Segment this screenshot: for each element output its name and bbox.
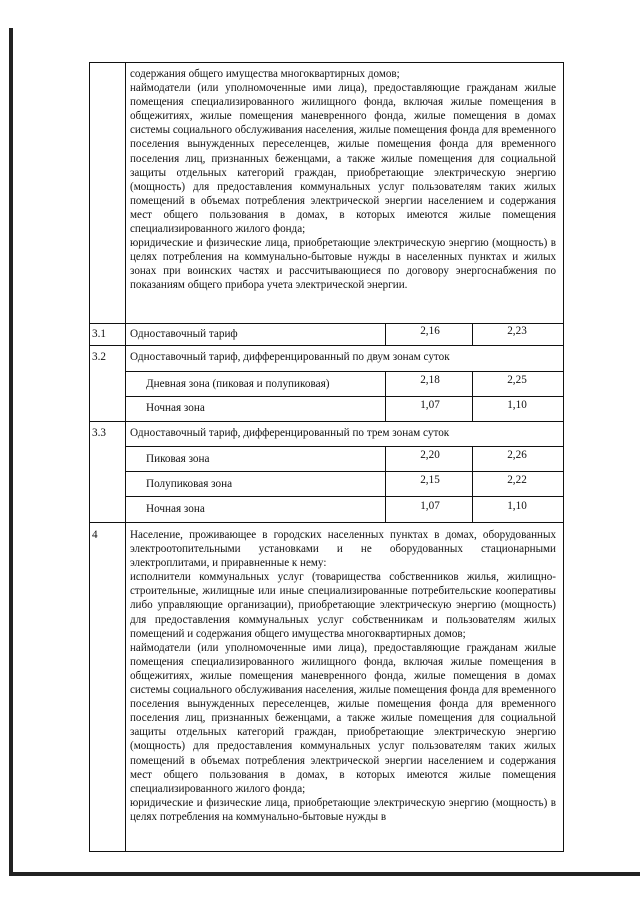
paragraph: юридические и физические лица, приобретающие электрическую энергию (мощность) в целях потребления на коммунально-бытовые нужды в: [130, 796, 556, 823]
row-divider: [125, 496, 564, 497]
tariff-value-2: 1,10: [507, 500, 527, 512]
zone-label: Ночная зона: [146, 402, 205, 414]
scan-edge-left: [9, 28, 13, 874]
tariff-value-2: 2,23: [507, 325, 527, 337]
tariff-value-1: 2,16: [420, 325, 440, 337]
continued-text-block: [130, 67, 556, 293]
tariff-value-2: 2,22: [507, 474, 527, 486]
tariff-value-1: 1,07: [420, 500, 440, 512]
scan-edge-bottom: [9, 872, 640, 876]
row-divider: [89, 323, 564, 324]
zone-label: Полупиковая зона: [146, 478, 233, 490]
row-number: 3.1: [92, 328, 106, 340]
row-divider: [125, 371, 564, 372]
paragraph: наймодатели (или уполномоченные ими лица), предоставляющие гражданам жилые помещения специализированного жилищного фонда, включая жилые помещения в общежитиях, жилые помещения маневренного фонда, жилые помещения в домах системы социального обслуживания населения, жилые помещения фонда для временного поселения вынужденных переселенцев, жилые помещения фонда для временного поселения лиц, признанных беженцами, а также жилые помещения для социальной защиты отдельных категорий граждан, приобретающие электрическую энергию (мощность) для предоставления коммунальных услуг пользователям таких жилых помещений в объемах потребления электрической энергии населением и содержания мест общего пользования в домах, в которых имеются жилые помещения специализированного жилого фонда;: [130, 641, 556, 795]
row-number: 4: [92, 529, 98, 541]
row-number: 3.3: [92, 427, 106, 439]
paragraph: содержания общего имущества многоквартирных домов;: [130, 68, 400, 80]
tariff-value-2: 2,26: [507, 449, 527, 461]
zone-label: Пиковая зона: [146, 453, 210, 465]
row-divider: [89, 522, 564, 523]
paragraph: исполнители коммунальных услуг (товарищества собственников жилья, жилищно-строительные, жилищные или иные специализированные потребительские кооперативы либо управляющие организации), приобретающие электрическую энергию (мощность) для предоставления коммунальных услуг собственникам и пользователям жилых помещений и содержания общего имущества многоквартирных домов;: [130, 571, 556, 640]
row-divider: [89, 421, 564, 422]
row-divider: [125, 396, 564, 397]
row-label: Одноставочный тариф, дифференцированный по двум зонам суток: [130, 351, 450, 363]
paragraph: юридические и физические лица, приобретающие электрическую энергию (мощность) в целях потребления на коммунально-бытовые нужды в населенных пунктах и жилых зонах при воинских частях и рассчитывающиеся по договору энергоснабжения по показаниям общего прибора учета электрической энергии.: [130, 237, 556, 292]
tariff-value-1: 1,07: [420, 399, 440, 411]
category-description: [130, 528, 556, 824]
row-label: Одноставочный тариф: [130, 328, 238, 340]
tariff-value-2: 1,10: [507, 399, 527, 411]
zone-label: Ночная зона: [146, 503, 205, 515]
tariff-value-1: 2,15: [420, 474, 440, 486]
paragraph: Население, проживающее в городских населенных пунктах в домах, оборудованных электроотопительными установками и не оборудованных стационарными электроплитами, и приравненные к нему:: [130, 529, 556, 570]
tariff-value-1: 2,18: [420, 374, 440, 386]
row-divider: [89, 345, 564, 346]
row-number: 3.2: [92, 351, 106, 363]
row-divider: [125, 446, 564, 447]
row-label: Одноставочный тариф, дифференцированный по трем зонам суток: [130, 427, 450, 439]
tariff-value-2: 2,25: [507, 374, 527, 386]
tariff-value-1: 2,20: [420, 449, 440, 461]
col-divider-num: [125, 62, 126, 852]
row-divider: [125, 471, 564, 472]
zone-label: Дневная зона (пиковая и полупиковая): [146, 378, 330, 390]
paragraph: наймодатели (или уполномоченные ими лица), предоставляющие гражданам жилые помещения специализированного жилищного фонда, включая жилые помещения в общежитиях, жилые помещения маневренного фонда, жилые помещения в домах системы социального обслуживания населения, жилые помещения фонда для временного поселения вынужденных переселенцев, жилые помещения фонда для временного поселения лиц, признанных беженцами, а также жилые помещения для социальной защиты отдельных категорий граждан, приобретающие электрическую энергию (мощность) для предоставления коммунальных услуг пользователям таких жилых помещений в объемах потребления электрической энергии населением и содержания мест общего пользования в домах, в которых имеются жилые помещения специализированного жилого фонда;: [130, 82, 556, 236]
